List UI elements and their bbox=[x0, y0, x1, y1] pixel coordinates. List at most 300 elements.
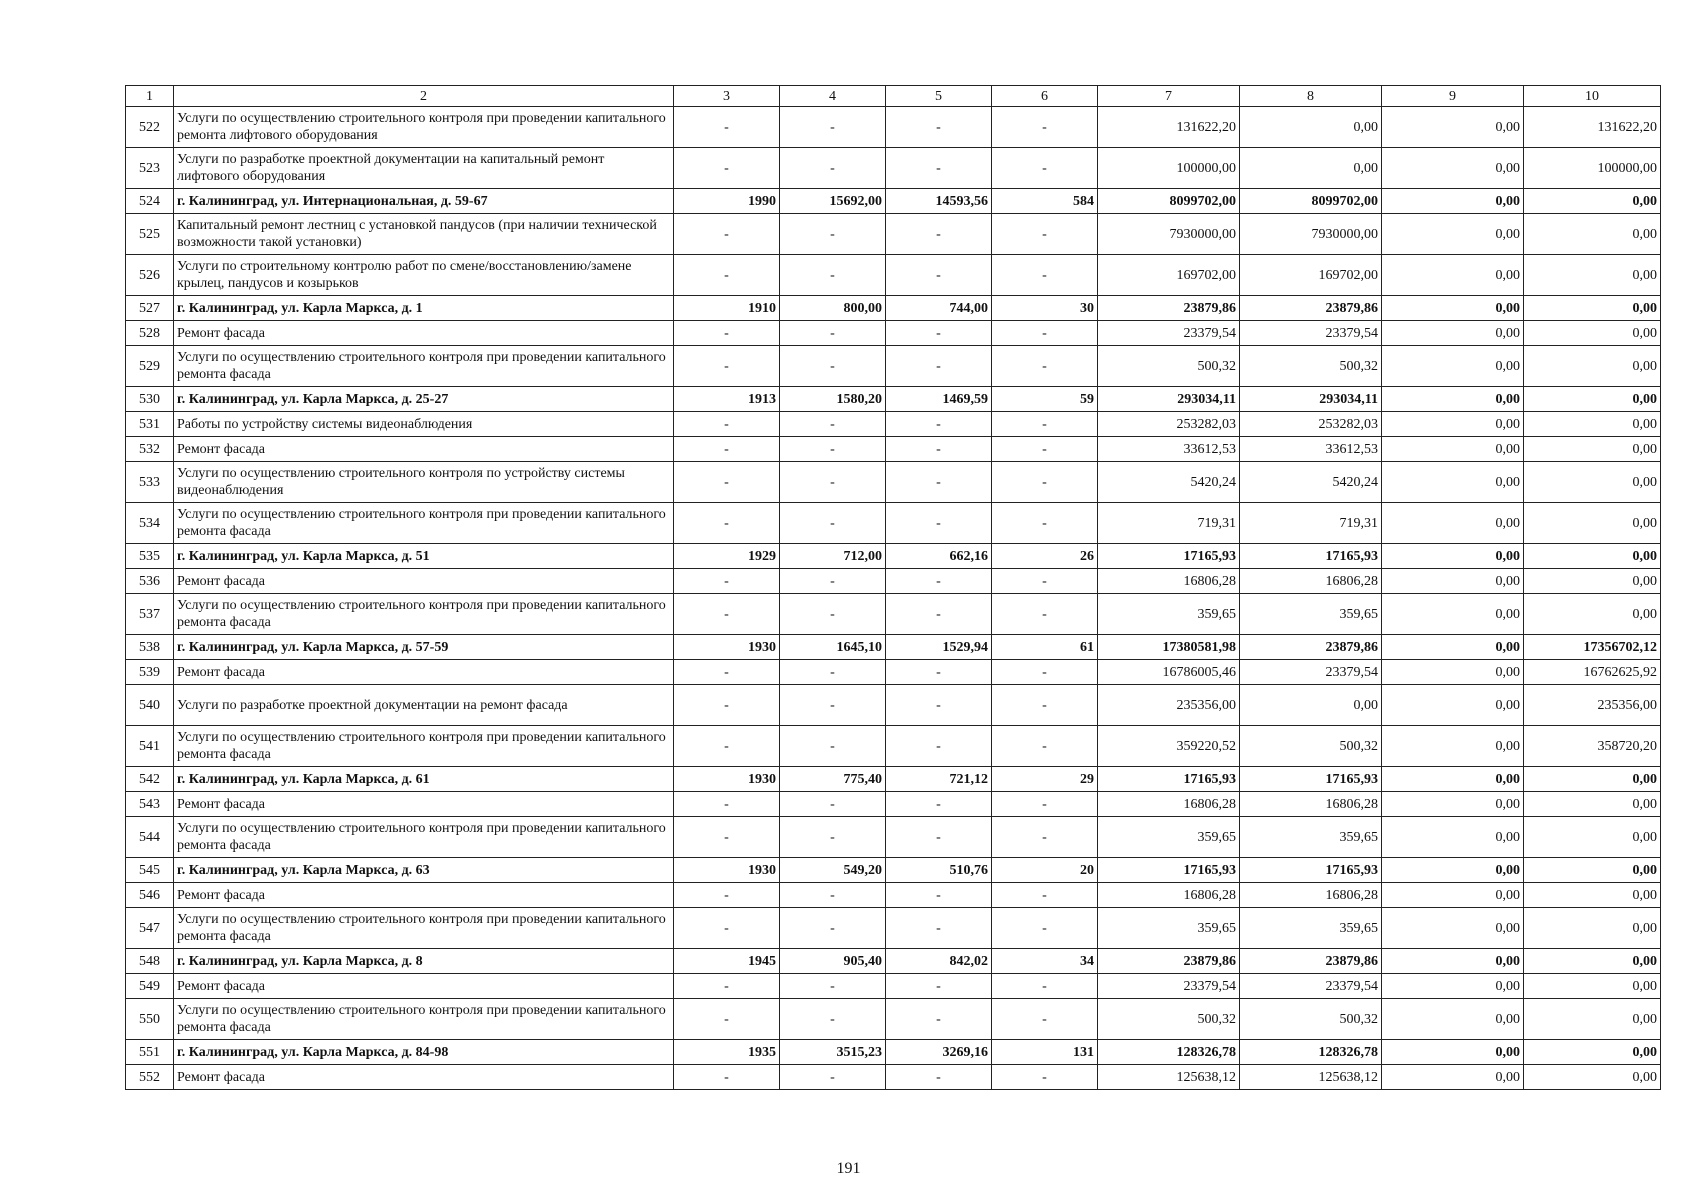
address-row bbox=[126, 387, 1661, 412]
cell-col4: - bbox=[780, 462, 886, 503]
cell-col8: 253282,03 bbox=[1240, 412, 1382, 437]
cell-col8: 17165,93 bbox=[1240, 858, 1382, 883]
cell-col9: 0,00 bbox=[1382, 999, 1524, 1040]
cell-col10: 0,00 bbox=[1524, 346, 1661, 387]
cell-col4: - bbox=[780, 148, 886, 189]
cell-col5: - bbox=[886, 726, 992, 767]
cell-col10: 0,00 bbox=[1524, 949, 1661, 974]
cell-col10: 0,00 bbox=[1524, 296, 1661, 321]
cell-col7: 23379,54 bbox=[1098, 321, 1240, 346]
cell-col5: 14593,56 bbox=[886, 189, 992, 214]
cell-col3: 1935 bbox=[674, 1040, 780, 1065]
cell-col4: - bbox=[780, 346, 886, 387]
cell-col8: 23379,54 bbox=[1240, 321, 1382, 346]
work-name-cell: г. Калининград, ул. Карла Маркса, д. 25-27 bbox=[174, 387, 674, 412]
cell-col4: 905,40 bbox=[780, 949, 886, 974]
cell-col9: 0,00 bbox=[1382, 726, 1524, 767]
cell-col5: - bbox=[886, 503, 992, 544]
cell-col10: 100000,00 bbox=[1524, 148, 1661, 189]
work-name-cell: Ремонт фасада bbox=[174, 437, 674, 462]
header-cell: 3 bbox=[674, 86, 780, 107]
cell-col9: 0,00 bbox=[1382, 594, 1524, 635]
cell-col10: 0,00 bbox=[1524, 999, 1661, 1040]
cell-col4: - bbox=[780, 412, 886, 437]
cell-col9: 0,00 bbox=[1382, 148, 1524, 189]
cell-col6: - bbox=[992, 569, 1098, 594]
cell-col5: - bbox=[886, 883, 992, 908]
cell-col9: 0,00 bbox=[1382, 544, 1524, 569]
cell-col3: - bbox=[674, 255, 780, 296]
cell-col4: - bbox=[780, 437, 886, 462]
cell-col5: 1469,59 bbox=[886, 387, 992, 412]
cell-col3: - bbox=[674, 321, 780, 346]
cell-col6: - bbox=[992, 685, 1098, 726]
cell-col10: 0,00 bbox=[1524, 255, 1661, 296]
cell-col4: - bbox=[780, 883, 886, 908]
cell-col4: - bbox=[780, 107, 886, 148]
cell-col10: 0,00 bbox=[1524, 858, 1661, 883]
work-name-cell: Ремонт фасада bbox=[174, 569, 674, 594]
cell-col10: 0,00 bbox=[1524, 462, 1661, 503]
cell-col9: 0,00 bbox=[1382, 569, 1524, 594]
cell-col6: - bbox=[992, 660, 1098, 685]
cell-col4: - bbox=[780, 594, 886, 635]
cell-col7: 7930000,00 bbox=[1098, 214, 1240, 255]
cell-col6: - bbox=[992, 148, 1098, 189]
cell-col7: 8099702,00 bbox=[1098, 189, 1240, 214]
cell-col10: 0,00 bbox=[1524, 387, 1661, 412]
cell-col3: - bbox=[674, 817, 780, 858]
cell-col9: 0,00 bbox=[1382, 660, 1524, 685]
cell-col9: 0,00 bbox=[1382, 817, 1524, 858]
cell-col8: 0,00 bbox=[1240, 107, 1382, 148]
cell-col3: 1910 bbox=[674, 296, 780, 321]
table-row bbox=[126, 569, 1661, 594]
cell-col6: 34 bbox=[992, 949, 1098, 974]
cell-col5: 1529,94 bbox=[886, 635, 992, 660]
cell-col4: 1645,10 bbox=[780, 635, 886, 660]
cell-col4: - bbox=[780, 255, 886, 296]
page-number: 191 bbox=[836, 1160, 861, 1177]
table-row bbox=[126, 726, 1661, 767]
cell-col3: - bbox=[674, 792, 780, 817]
cell-col6: - bbox=[992, 346, 1098, 387]
cell-col9: 0,00 bbox=[1382, 437, 1524, 462]
cell-col6: 584 bbox=[992, 189, 1098, 214]
cell-col6: - bbox=[992, 462, 1098, 503]
row-number-cell: 541 bbox=[126, 726, 174, 767]
cell-col3: 1930 bbox=[674, 767, 780, 792]
cell-col10: 0,00 bbox=[1524, 569, 1661, 594]
cell-col5: 3269,16 bbox=[886, 1040, 992, 1065]
cell-col6: - bbox=[992, 321, 1098, 346]
cell-col10: 0,00 bbox=[1524, 321, 1661, 346]
cell-col8: 359,65 bbox=[1240, 594, 1382, 635]
cell-col8: 16806,28 bbox=[1240, 792, 1382, 817]
table-row bbox=[126, 321, 1661, 346]
work-name-cell: Услуги по осуществлению строительного контроля при проведении капитального ремонта фасада bbox=[174, 594, 674, 635]
cell-col5: - bbox=[886, 214, 992, 255]
cell-col9: 0,00 bbox=[1382, 214, 1524, 255]
cell-col8: 23879,86 bbox=[1240, 635, 1382, 660]
cell-col7: 125638,12 bbox=[1098, 1065, 1240, 1090]
cell-col3: 1945 bbox=[674, 949, 780, 974]
cell-col6: - bbox=[992, 255, 1098, 296]
row-number-cell: 528 bbox=[126, 321, 174, 346]
cell-col3: - bbox=[674, 569, 780, 594]
cell-col4: - bbox=[780, 569, 886, 594]
table-row bbox=[126, 462, 1661, 503]
row-number-cell: 533 bbox=[126, 462, 174, 503]
cell-col5: - bbox=[886, 107, 992, 148]
cell-col8: 23879,86 bbox=[1240, 949, 1382, 974]
work-name-cell: Услуги по осуществлению строительного контроля при проведении капитального ремонта фасада bbox=[174, 999, 674, 1040]
cell-col7: 17165,93 bbox=[1098, 858, 1240, 883]
cell-col7: 131622,20 bbox=[1098, 107, 1240, 148]
cell-col5: - bbox=[886, 437, 992, 462]
cell-col7: 16806,28 bbox=[1098, 883, 1240, 908]
cell-col10: 0,00 bbox=[1524, 767, 1661, 792]
cell-col9: 0,00 bbox=[1382, 949, 1524, 974]
cell-col10: 0,00 bbox=[1524, 1040, 1661, 1065]
cell-col7: 359,65 bbox=[1098, 817, 1240, 858]
cell-col7: 23379,54 bbox=[1098, 974, 1240, 999]
table-row bbox=[126, 412, 1661, 437]
cell-col10: 16762625,92 bbox=[1524, 660, 1661, 685]
cell-col10: 358720,20 bbox=[1524, 726, 1661, 767]
header-cell: 10 bbox=[1524, 86, 1661, 107]
cell-col4: 712,00 bbox=[780, 544, 886, 569]
table-row bbox=[126, 346, 1661, 387]
cell-col7: 100000,00 bbox=[1098, 148, 1240, 189]
cell-col7: 128326,78 bbox=[1098, 1040, 1240, 1065]
row-number-cell: 548 bbox=[126, 949, 174, 974]
cell-col6: 131 bbox=[992, 1040, 1098, 1065]
header-cell: 1 bbox=[126, 86, 174, 107]
cell-col8: 17165,93 bbox=[1240, 767, 1382, 792]
cell-col5: - bbox=[886, 999, 992, 1040]
cell-col8: 5420,24 bbox=[1240, 462, 1382, 503]
cell-col8: 128326,78 bbox=[1240, 1040, 1382, 1065]
cell-col6: - bbox=[992, 726, 1098, 767]
cell-col9: 0,00 bbox=[1382, 255, 1524, 296]
cell-col7: 17165,93 bbox=[1098, 544, 1240, 569]
cell-col8: 16806,28 bbox=[1240, 883, 1382, 908]
cell-col10: 0,00 bbox=[1524, 883, 1661, 908]
cell-col8: 23379,54 bbox=[1240, 660, 1382, 685]
cell-col4: 1580,20 bbox=[780, 387, 886, 412]
cell-col5: - bbox=[886, 685, 992, 726]
cell-col9: 0,00 bbox=[1382, 387, 1524, 412]
cell-col3: 1930 bbox=[674, 635, 780, 660]
row-number-cell: 549 bbox=[126, 974, 174, 999]
cell-col3: - bbox=[674, 908, 780, 949]
header-cell: 6 bbox=[992, 86, 1098, 107]
cell-col9: 0,00 bbox=[1382, 883, 1524, 908]
cell-col7: 169702,00 bbox=[1098, 255, 1240, 296]
cell-col3: - bbox=[674, 594, 780, 635]
cell-col7: 500,32 bbox=[1098, 346, 1240, 387]
cell-col8: 719,31 bbox=[1240, 503, 1382, 544]
row-number-cell: 539 bbox=[126, 660, 174, 685]
cell-col8: 500,32 bbox=[1240, 346, 1382, 387]
cell-col6: - bbox=[992, 1065, 1098, 1090]
table-row bbox=[126, 685, 1661, 726]
row-number-cell: 540 bbox=[126, 685, 174, 726]
work-name-cell: Ремонт фасада bbox=[174, 1065, 674, 1090]
work-name-cell: Ремонт фасада bbox=[174, 321, 674, 346]
row-number-cell: 550 bbox=[126, 999, 174, 1040]
cell-col4: - bbox=[780, 726, 886, 767]
cell-col10: 0,00 bbox=[1524, 817, 1661, 858]
cell-col4: - bbox=[780, 999, 886, 1040]
cell-col5: 744,00 bbox=[886, 296, 992, 321]
cell-col7: 16786005,46 bbox=[1098, 660, 1240, 685]
work-name-cell: Работы по устройству системы видеонаблюдения bbox=[174, 412, 674, 437]
cell-col6: - bbox=[992, 594, 1098, 635]
cell-col8: 16806,28 bbox=[1240, 569, 1382, 594]
work-name-cell: Ремонт фасада bbox=[174, 974, 674, 999]
table-row bbox=[126, 107, 1661, 148]
table-row bbox=[126, 503, 1661, 544]
cell-col6: - bbox=[992, 908, 1098, 949]
header-cell: 7 bbox=[1098, 86, 1240, 107]
row-number-cell: 530 bbox=[126, 387, 174, 412]
cell-col6: - bbox=[992, 214, 1098, 255]
cell-col5: - bbox=[886, 974, 992, 999]
work-name-cell: Услуги по разработке проектной документации на капитальный ремонт лифтового оборудования bbox=[174, 148, 674, 189]
cell-col5: - bbox=[886, 594, 992, 635]
document-sheet bbox=[125, 85, 1660, 1090]
cell-col3: 1990 bbox=[674, 189, 780, 214]
table-body bbox=[126, 86, 1661, 1090]
cell-col9: 0,00 bbox=[1382, 189, 1524, 214]
cell-col4: - bbox=[780, 908, 886, 949]
cell-col7: 5420,24 bbox=[1098, 462, 1240, 503]
cell-col9: 0,00 bbox=[1382, 635, 1524, 660]
row-number-cell: 546 bbox=[126, 883, 174, 908]
cell-col10: 0,00 bbox=[1524, 503, 1661, 544]
cell-col8: 500,32 bbox=[1240, 726, 1382, 767]
work-name-cell: г. Калининград, ул. Карла Маркса, д. 1 bbox=[174, 296, 674, 321]
data-table bbox=[125, 85, 1661, 1090]
row-number-cell: 538 bbox=[126, 635, 174, 660]
cell-col7: 17165,93 bbox=[1098, 767, 1240, 792]
cell-col4: - bbox=[780, 503, 886, 544]
cell-col3: - bbox=[674, 1065, 780, 1090]
cell-col7: 253282,03 bbox=[1098, 412, 1240, 437]
work-name-cell: Услуги по осуществлению строительного контроля по устройству системы видеонаблюдения bbox=[174, 462, 674, 503]
cell-col5: - bbox=[886, 412, 992, 437]
row-number-cell: 531 bbox=[126, 412, 174, 437]
work-name-cell: Услуги по осуществлению строительного контроля при проведении капитального ремонта фасада bbox=[174, 503, 674, 544]
cell-col7: 235356,00 bbox=[1098, 685, 1240, 726]
cell-col10: 235356,00 bbox=[1524, 685, 1661, 726]
cell-col4: - bbox=[780, 792, 886, 817]
table-row bbox=[126, 660, 1661, 685]
address-row bbox=[126, 296, 1661, 321]
cell-col5: 662,16 bbox=[886, 544, 992, 569]
cell-col8: 169702,00 bbox=[1240, 255, 1382, 296]
row-number-cell: 526 bbox=[126, 255, 174, 296]
table-row bbox=[126, 255, 1661, 296]
cell-col4: - bbox=[780, 817, 886, 858]
cell-col5: - bbox=[886, 660, 992, 685]
cell-col9: 0,00 bbox=[1382, 462, 1524, 503]
cell-col6: 59 bbox=[992, 387, 1098, 412]
address-row bbox=[126, 767, 1661, 792]
cell-col5: - bbox=[886, 569, 992, 594]
cell-col4: 775,40 bbox=[780, 767, 886, 792]
cell-col8: 359,65 bbox=[1240, 908, 1382, 949]
address-row bbox=[126, 635, 1661, 660]
cell-col10: 0,00 bbox=[1524, 437, 1661, 462]
cell-col5: - bbox=[886, 148, 992, 189]
cell-col9: 0,00 bbox=[1382, 296, 1524, 321]
header-cell: 5 bbox=[886, 86, 992, 107]
cell-col7: 359220,52 bbox=[1098, 726, 1240, 767]
table-row bbox=[126, 148, 1661, 189]
cell-col3: - bbox=[674, 437, 780, 462]
cell-col7: 23879,86 bbox=[1098, 296, 1240, 321]
cell-col10: 17356702,12 bbox=[1524, 635, 1661, 660]
cell-col8: 23379,54 bbox=[1240, 974, 1382, 999]
cell-col10: 0,00 bbox=[1524, 214, 1661, 255]
cell-col3: - bbox=[674, 107, 780, 148]
cell-col7: 16806,28 bbox=[1098, 792, 1240, 817]
cell-col9: 0,00 bbox=[1382, 412, 1524, 437]
work-name-cell: г. Калининград, ул. Карла Маркса, д. 8 bbox=[174, 949, 674, 974]
row-number-cell: 547 bbox=[126, 908, 174, 949]
cell-col9: 0,00 bbox=[1382, 858, 1524, 883]
cell-col4: - bbox=[780, 974, 886, 999]
cell-col10: 0,00 bbox=[1524, 412, 1661, 437]
cell-col5: 721,12 bbox=[886, 767, 992, 792]
cell-col7: 719,31 bbox=[1098, 503, 1240, 544]
cell-col8: 500,32 bbox=[1240, 999, 1382, 1040]
header-cell: 8 bbox=[1240, 86, 1382, 107]
row-number-cell: 545 bbox=[126, 858, 174, 883]
cell-col10: 0,00 bbox=[1524, 908, 1661, 949]
cell-col9: 0,00 bbox=[1382, 321, 1524, 346]
cell-col3: - bbox=[674, 883, 780, 908]
row-number-cell: 523 bbox=[126, 148, 174, 189]
cell-col8: 359,65 bbox=[1240, 817, 1382, 858]
cell-col10: 131622,20 bbox=[1524, 107, 1661, 148]
table-row bbox=[126, 792, 1661, 817]
row-number-cell: 529 bbox=[126, 346, 174, 387]
work-name-cell: Ремонт фасада bbox=[174, 883, 674, 908]
cell-col4: - bbox=[780, 321, 886, 346]
cell-col3: - bbox=[674, 660, 780, 685]
cell-col9: 0,00 bbox=[1382, 685, 1524, 726]
cell-col6: - bbox=[992, 817, 1098, 858]
cell-col10: 0,00 bbox=[1524, 594, 1661, 635]
cell-col10: 0,00 bbox=[1524, 544, 1661, 569]
address-row bbox=[126, 1040, 1661, 1065]
cell-col3: - bbox=[674, 726, 780, 767]
cell-col8: 0,00 bbox=[1240, 685, 1382, 726]
cell-col9: 0,00 bbox=[1382, 346, 1524, 387]
cell-col4: - bbox=[780, 685, 886, 726]
work-name-cell: г. Калининград, ул. Карла Маркса, д. 61 bbox=[174, 767, 674, 792]
cell-col5: - bbox=[886, 792, 992, 817]
work-name-cell: Услуги по осуществлению строительного контроля при проведении капитального ремонта фасада bbox=[174, 726, 674, 767]
cell-col5: - bbox=[886, 1065, 992, 1090]
work-name-cell: г. Калининград, ул. Карла Маркса, д. 84-98 bbox=[174, 1040, 674, 1065]
header-cell: 2 bbox=[174, 86, 674, 107]
cell-col6: - bbox=[992, 107, 1098, 148]
cell-col9: 0,00 bbox=[1382, 767, 1524, 792]
cell-col4: 549,20 bbox=[780, 858, 886, 883]
cell-col6: - bbox=[992, 503, 1098, 544]
address-row bbox=[126, 544, 1661, 569]
row-number-cell: 525 bbox=[126, 214, 174, 255]
cell-col4: 800,00 bbox=[780, 296, 886, 321]
row-number-cell: 536 bbox=[126, 569, 174, 594]
cell-col8: 23879,86 bbox=[1240, 296, 1382, 321]
cell-col9: 0,00 bbox=[1382, 1040, 1524, 1065]
cell-col6: 61 bbox=[992, 635, 1098, 660]
cell-col5: - bbox=[886, 321, 992, 346]
cell-col10: 0,00 bbox=[1524, 1065, 1661, 1090]
cell-col9: 0,00 bbox=[1382, 908, 1524, 949]
cell-col6: - bbox=[992, 974, 1098, 999]
cell-col8: 33612,53 bbox=[1240, 437, 1382, 462]
work-name-cell: Ремонт фасада bbox=[174, 792, 674, 817]
row-number-cell: 527 bbox=[126, 296, 174, 321]
cell-col10: 0,00 bbox=[1524, 974, 1661, 999]
cell-col6: - bbox=[992, 999, 1098, 1040]
cell-col6: 26 bbox=[992, 544, 1098, 569]
work-name-cell: Услуги по разработке проектной документации на ремонт фасада bbox=[174, 685, 674, 726]
table-row bbox=[126, 437, 1661, 462]
header-cell: 4 bbox=[780, 86, 886, 107]
cell-col3: 1930 bbox=[674, 858, 780, 883]
cell-col7: 293034,11 bbox=[1098, 387, 1240, 412]
address-row bbox=[126, 189, 1661, 214]
row-number-cell: 544 bbox=[126, 817, 174, 858]
cell-col5: - bbox=[886, 346, 992, 387]
cell-col4: - bbox=[780, 660, 886, 685]
row-number-cell: 535 bbox=[126, 544, 174, 569]
row-number-cell: 543 bbox=[126, 792, 174, 817]
cell-col7: 359,65 bbox=[1098, 594, 1240, 635]
cell-col7: 16806,28 bbox=[1098, 569, 1240, 594]
work-name-cell: Услуги по осуществлению строительного контроля при проведении капитального ремонта фасада bbox=[174, 346, 674, 387]
work-name-cell: г. Калининград, ул. Карла Маркса, д. 51 bbox=[174, 544, 674, 569]
cell-col3: - bbox=[674, 503, 780, 544]
cell-col9: 0,00 bbox=[1382, 503, 1524, 544]
cell-col3: - bbox=[674, 148, 780, 189]
cell-col9: 0,00 bbox=[1382, 107, 1524, 148]
cell-col5: 842,02 bbox=[886, 949, 992, 974]
cell-col7: 359,65 bbox=[1098, 908, 1240, 949]
cell-col6: - bbox=[992, 437, 1098, 462]
cell-col7: 23879,86 bbox=[1098, 949, 1240, 974]
cell-col5: - bbox=[886, 817, 992, 858]
cell-col8: 293034,11 bbox=[1240, 387, 1382, 412]
table-row bbox=[126, 974, 1661, 999]
work-name-cell: г. Калининград, ул. Карла Маркса, д. 63 bbox=[174, 858, 674, 883]
cell-col8: 7930000,00 bbox=[1240, 214, 1382, 255]
header-cell: 9 bbox=[1382, 86, 1524, 107]
cell-col3: - bbox=[674, 412, 780, 437]
cell-col5: - bbox=[886, 462, 992, 503]
cell-col6: 29 bbox=[992, 767, 1098, 792]
cell-col8: 0,00 bbox=[1240, 148, 1382, 189]
table-row bbox=[126, 214, 1661, 255]
